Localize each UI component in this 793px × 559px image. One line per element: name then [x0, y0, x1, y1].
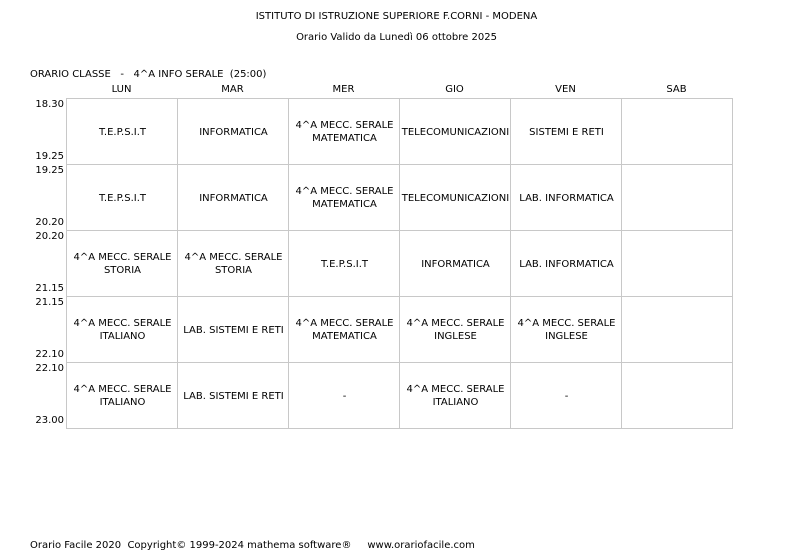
period-end-time: 22.10: [35, 349, 64, 360]
class-info: ORARIO CLASSE - 4^A INFO SERALE (25:00): [30, 69, 267, 80]
timetable-cell: [511, 99, 622, 165]
cell-class-label: 4^A MECC. SERALE: [184, 252, 283, 263]
period-start-time: 22.10: [35, 363, 64, 374]
day-header-2: MER: [332, 84, 355, 95]
cell-subject-label: LAB. INFORMATICA: [519, 258, 614, 270]
cell-subject-label: LAB. SISTEMI E RETI: [183, 324, 284, 336]
timetable-cell: [622, 165, 733, 231]
timetable-cell: [67, 165, 178, 231]
day-header-1: MAR: [221, 84, 244, 95]
cell-subject-label: T.E.P.S.I.T: [98, 126, 146, 138]
cell-subject-label: -: [564, 390, 569, 402]
cell-subject-label: TELECOMUNICAZIONI: [401, 192, 510, 204]
period-end-time: 21.15: [35, 283, 64, 294]
cell-subject-label: MATEMATICA: [312, 133, 377, 144]
cell-subject-label: -: [342, 390, 347, 402]
cell-subject-label: INGLESE: [434, 331, 477, 342]
cell-class-label: 4^A MECC. SERALE: [406, 384, 505, 395]
timetable-cell: [622, 297, 733, 363]
cell-subject-label: MATEMATICA: [312, 199, 377, 210]
cell-subject-label: ITALIANO: [99, 331, 146, 342]
day-header-3: GIO: [445, 84, 464, 95]
period-start-time: 21.15: [35, 297, 64, 308]
timetable-cell: [511, 363, 622, 429]
cell-subject-label: LAB. INFORMATICA: [519, 192, 614, 204]
timetable-cell: [178, 363, 289, 429]
cell-class-label: 4^A MECC. SERALE: [517, 318, 616, 329]
cell-class-label: 4^A MECC. SERALE: [295, 318, 394, 329]
day-header-5: SAB: [666, 84, 687, 95]
timetable-cell: [511, 165, 622, 231]
timetable-cell: [67, 297, 178, 363]
cell-subject-label: INFORMATICA: [199, 126, 268, 138]
timetable-cell: [67, 231, 178, 297]
timetable-cell: [178, 297, 289, 363]
timetable-cell: [67, 99, 178, 165]
cell-class-label: 4^A MECC. SERALE: [73, 252, 172, 263]
timetable-cell: [400, 297, 511, 363]
cell-subject-label: TELECOMUNICAZIONI: [401, 126, 510, 138]
timetable-cell: [400, 363, 511, 429]
timetable-cell: [622, 231, 733, 297]
cell-class-label: 4^A MECC. SERALE: [73, 384, 172, 395]
period-start-time: 18.30: [35, 99, 64, 110]
cell-subject-label: T.E.P.S.I.T: [320, 258, 368, 270]
timetable-cell: [289, 363, 400, 429]
timetable-cell: [400, 99, 511, 165]
timetable-cell: [622, 99, 733, 165]
period-end-time: 23.00: [35, 415, 64, 426]
cell-subject-label: MATEMATICA: [312, 331, 377, 342]
cell-subject-label: SISTEMI E RETI: [529, 126, 604, 138]
cell-subject-label: STORIA: [103, 265, 142, 276]
cell-subject-label: LAB. SISTEMI E RETI: [183, 390, 284, 402]
footer-copyright: Orario Facile 2020 Copyright© 1999-2024 mathema software® www.orariofacile.com: [30, 540, 475, 551]
timetable-cell: [289, 297, 400, 363]
cell-subject-label: STORIA: [214, 265, 253, 276]
timetable-cell: [178, 165, 289, 231]
timetable-cell: [289, 231, 400, 297]
timetable-cell: [400, 165, 511, 231]
validity-date: Orario Valido da Lunedì 06 ottobre 2025: [296, 32, 497, 43]
timetable-cell: [400, 231, 511, 297]
period-end-time: 20.20: [35, 217, 64, 228]
cell-subject-label: INFORMATICA: [199, 192, 268, 204]
cell-subject-label: ITALIANO: [99, 397, 146, 408]
cell-subject-label: INGLESE: [545, 331, 588, 342]
cell-class-label: 4^A MECC. SERALE: [406, 318, 505, 329]
timetable-cell: [511, 297, 622, 363]
timetable-cell: [289, 99, 400, 165]
school-name: ISTITUTO DI ISTRUZIONE SUPERIORE F.CORNI - MODENA: [255, 11, 538, 22]
period-start-time: 19.25: [35, 165, 64, 176]
cell-subject-label: ITALIANO: [432, 397, 479, 408]
day-header-4: VEN: [555, 84, 576, 95]
cell-subject-label: T.E.P.S.I.T: [98, 192, 146, 204]
period-start-time: 20.20: [35, 231, 64, 242]
cell-class-label: 4^A MECC. SERALE: [295, 186, 394, 197]
period-end-time: 19.25: [35, 151, 64, 162]
cell-subject-label: INFORMATICA: [421, 258, 490, 270]
timetable-cell: [511, 231, 622, 297]
timetable-cell: [178, 99, 289, 165]
timetable-cell: [622, 363, 733, 429]
cell-class-label: 4^A MECC. SERALE: [73, 318, 172, 329]
day-header-0: LUN: [111, 84, 132, 95]
cell-class-label: 4^A MECC. SERALE: [295, 120, 394, 131]
timetable-cell: [178, 231, 289, 297]
timetable-cell: [67, 363, 178, 429]
timetable-cell: [289, 165, 400, 231]
